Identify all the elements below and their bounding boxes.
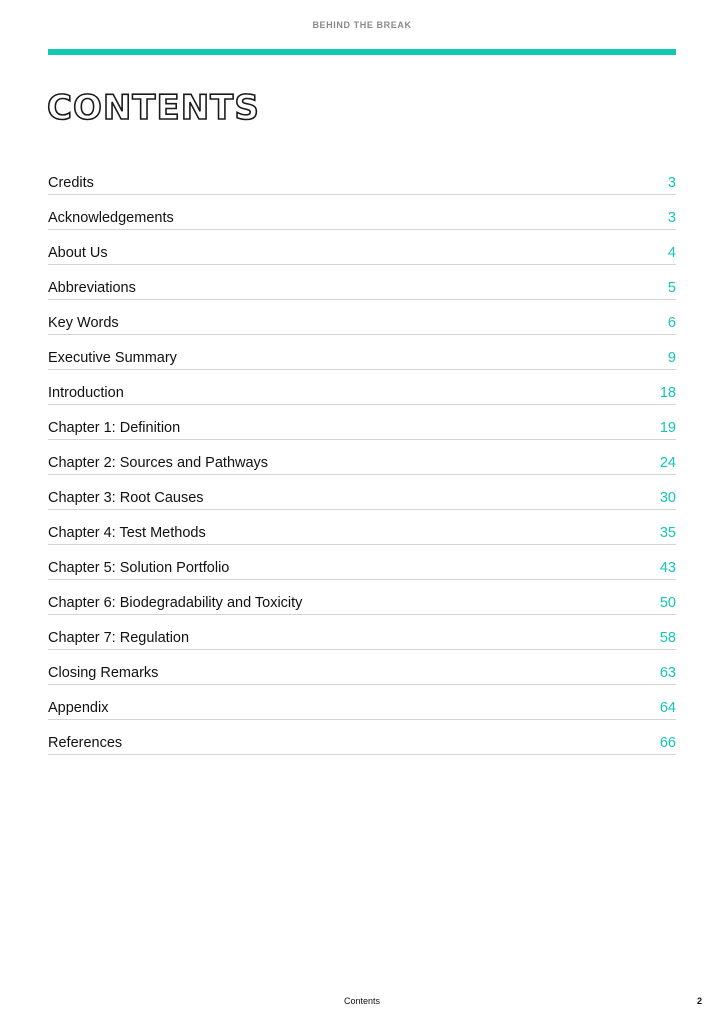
toc-entry-label: Chapter 2: Sources and Pathways — [48, 455, 269, 471]
toc-entry-page: 19 — [659, 420, 676, 436]
toc-entry-page: 18 — [659, 385, 676, 401]
toc-entry-label: Credits — [48, 175, 94, 191]
toc-entry-label: Executive Summary — [48, 350, 177, 366]
toc-entry-page: 6 — [667, 315, 676, 331]
toc-entry[interactable] — [48, 265, 676, 300]
toc-entry-label: Chapter 4: Test Methods — [48, 525, 206, 541]
toc-entry[interactable] — [48, 300, 676, 335]
toc-entry[interactable] — [48, 650, 676, 685]
toc-entry[interactable] — [48, 720, 676, 755]
toc-entry-label: Chapter 3: Root Causes — [48, 490, 204, 506]
toc-entry-label: Chapter 7: Regulation — [48, 630, 190, 646]
toc-entry-page: 5 — [667, 280, 676, 296]
toc-entry[interactable] — [48, 475, 676, 510]
toc-entry-page: 50 — [659, 595, 676, 611]
toc-entry[interactable] — [48, 370, 676, 405]
toc-entry-page: 66 — [659, 735, 676, 751]
toc-entry[interactable] — [48, 580, 676, 615]
page-number: 2 — [696, 996, 702, 1006]
toc-entry-label: Key Words — [48, 315, 119, 331]
toc-entry-page: 43 — [659, 560, 676, 576]
toc-entry-label: Closing Remarks — [48, 665, 159, 681]
toc-entry-page: 9 — [667, 350, 676, 366]
toc-entry-label: Chapter 5: Solution Portfolio — [48, 560, 230, 576]
toc-entry-label: Chapter 1: Definition — [48, 420, 181, 436]
toc-entry[interactable] — [48, 545, 676, 580]
toc-entry[interactable] — [48, 160, 676, 195]
toc-entry-label: Acknowledgements — [48, 210, 174, 226]
toc-entry-page: 63 — [659, 665, 676, 681]
toc-entry-page: 58 — [659, 630, 676, 646]
table-of-contents — [48, 160, 676, 755]
page-title: CONTENTS — [47, 88, 260, 128]
toc-entry[interactable] — [48, 195, 676, 230]
toc-entry-label: Chapter 6: Biodegradability and Toxicity — [48, 595, 303, 611]
toc-entry-label: References — [48, 735, 123, 751]
toc-entry[interactable] — [48, 615, 676, 650]
toc-entry-label: Appendix — [48, 700, 109, 716]
toc-entry-label: About Us — [48, 245, 108, 261]
toc-entry-page: 30 — [659, 490, 676, 506]
toc-entry[interactable] — [48, 440, 676, 475]
toc-entry-label: Abbreviations — [48, 280, 136, 296]
toc-entry-page: 64 — [659, 700, 676, 716]
toc-entry[interactable] — [48, 405, 676, 440]
toc-entry[interactable] — [48, 510, 676, 545]
toc-entry-page: 3 — [667, 210, 676, 226]
toc-entry-page: 3 — [667, 175, 676, 191]
toc-entry-label: Introduction — [48, 385, 124, 401]
toc-entry-page: 35 — [659, 525, 676, 541]
toc-entry[interactable] — [48, 335, 676, 370]
toc-entry-page: 4 — [667, 245, 676, 261]
toc-entry[interactable] — [48, 230, 676, 265]
toc-entry-page: 24 — [659, 455, 676, 471]
running-footer: Contents — [343, 996, 381, 1006]
accent-bar — [48, 49, 676, 55]
running-header: BEHIND THE BREAK — [312, 20, 412, 30]
toc-entry[interactable] — [48, 685, 676, 720]
